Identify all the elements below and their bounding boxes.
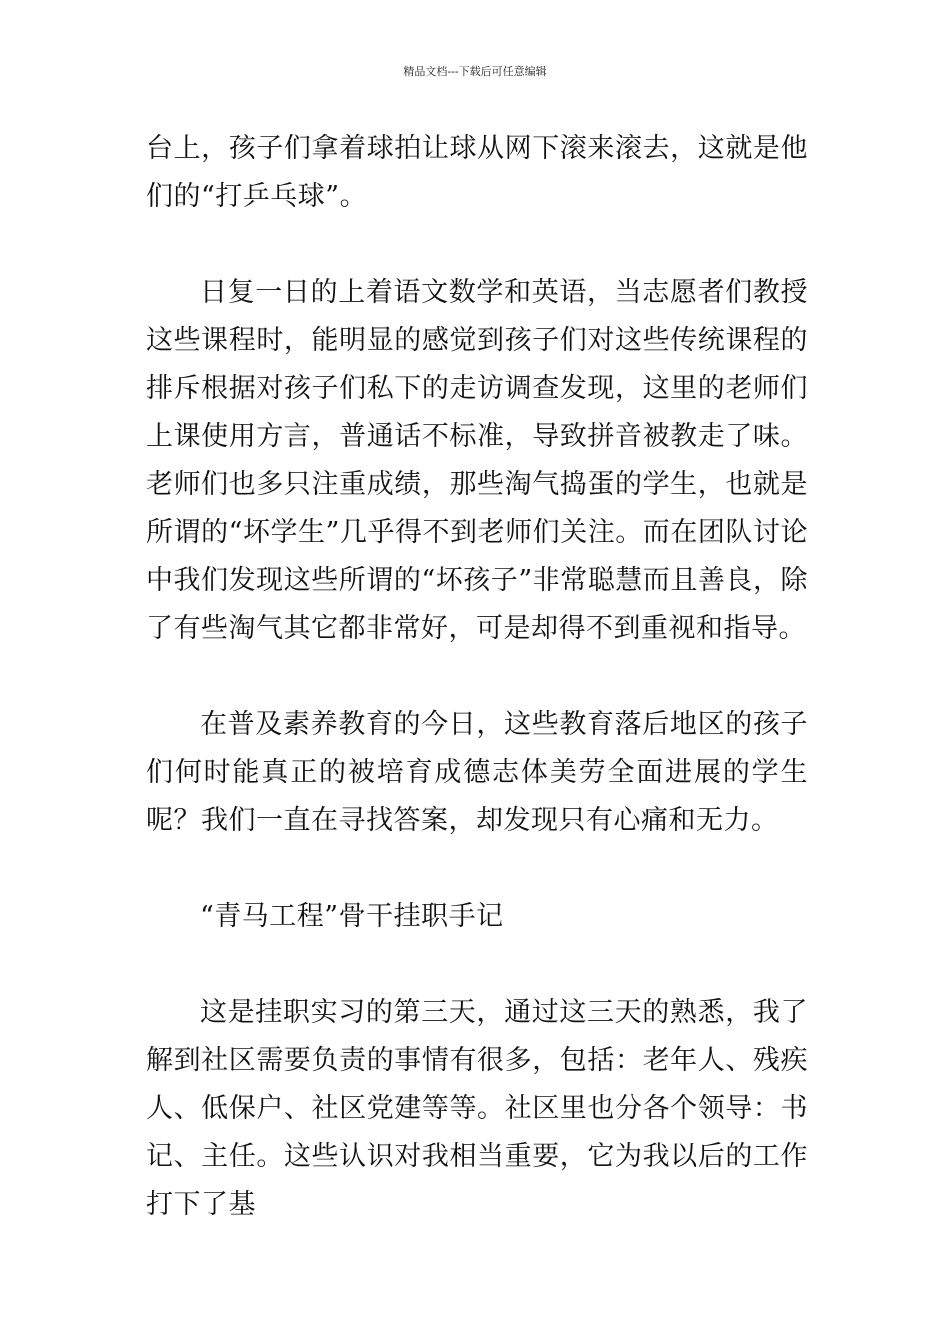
page-header: 精品文档---下载后可任意编辑 (403, 65, 547, 78)
section-heading: “青马工程”骨干挂职手记 (200, 901, 504, 932)
document-body (146, 125, 808, 1229)
paragraph-gap (146, 845, 808, 893)
paragraph-education: 在普及素养教育的今日，这些教育落后地区的孩子们何时能真正的被培育成德志体美劳全面进展的学生呢？我们一直在寻找答案，却发现只有心痛和无力。 (146, 709, 808, 836)
paragraph-gap (146, 221, 808, 269)
paragraph-internship: 这是挂职实习的第三天，通过这三天的熟悉，我了解到社区需要负责的事情有很多，包括：老年人、残疾人、低保户、社区党建等等。社区里也分各个领导：书记、主任。这些认识对我相当重要，它为我以后的工作打下了基 (146, 997, 808, 1220)
paragraph-gap (146, 653, 808, 701)
paragraph-classroom: 日复一日的上着语文数学和英语，当志愿者们教授这些课程时，能明显的感觉到孩子们对这些传统课程的排斥根据对孩子们私下的走访调查发现，这里的老师们上课使用方言，普通话不标准，导致拼音被教走了味。老师们也多只注重成绩，那些淘气捣蛋的学生，也就是所谓的“坏学生”几乎得不到老师们关注。而在团队讨论中我们发现这些所谓的“坏孩子”非常聪慧而且善良，除了有些淘气其它都非常好，可是却得不到重视和指导。 (146, 277, 808, 644)
paragraph-gap (146, 941, 808, 989)
paragraph-continued: 台上，孩子们拿着球拍让球从网下滚来滚去，这就是他们的“打乒乓球”。 (146, 133, 808, 212)
